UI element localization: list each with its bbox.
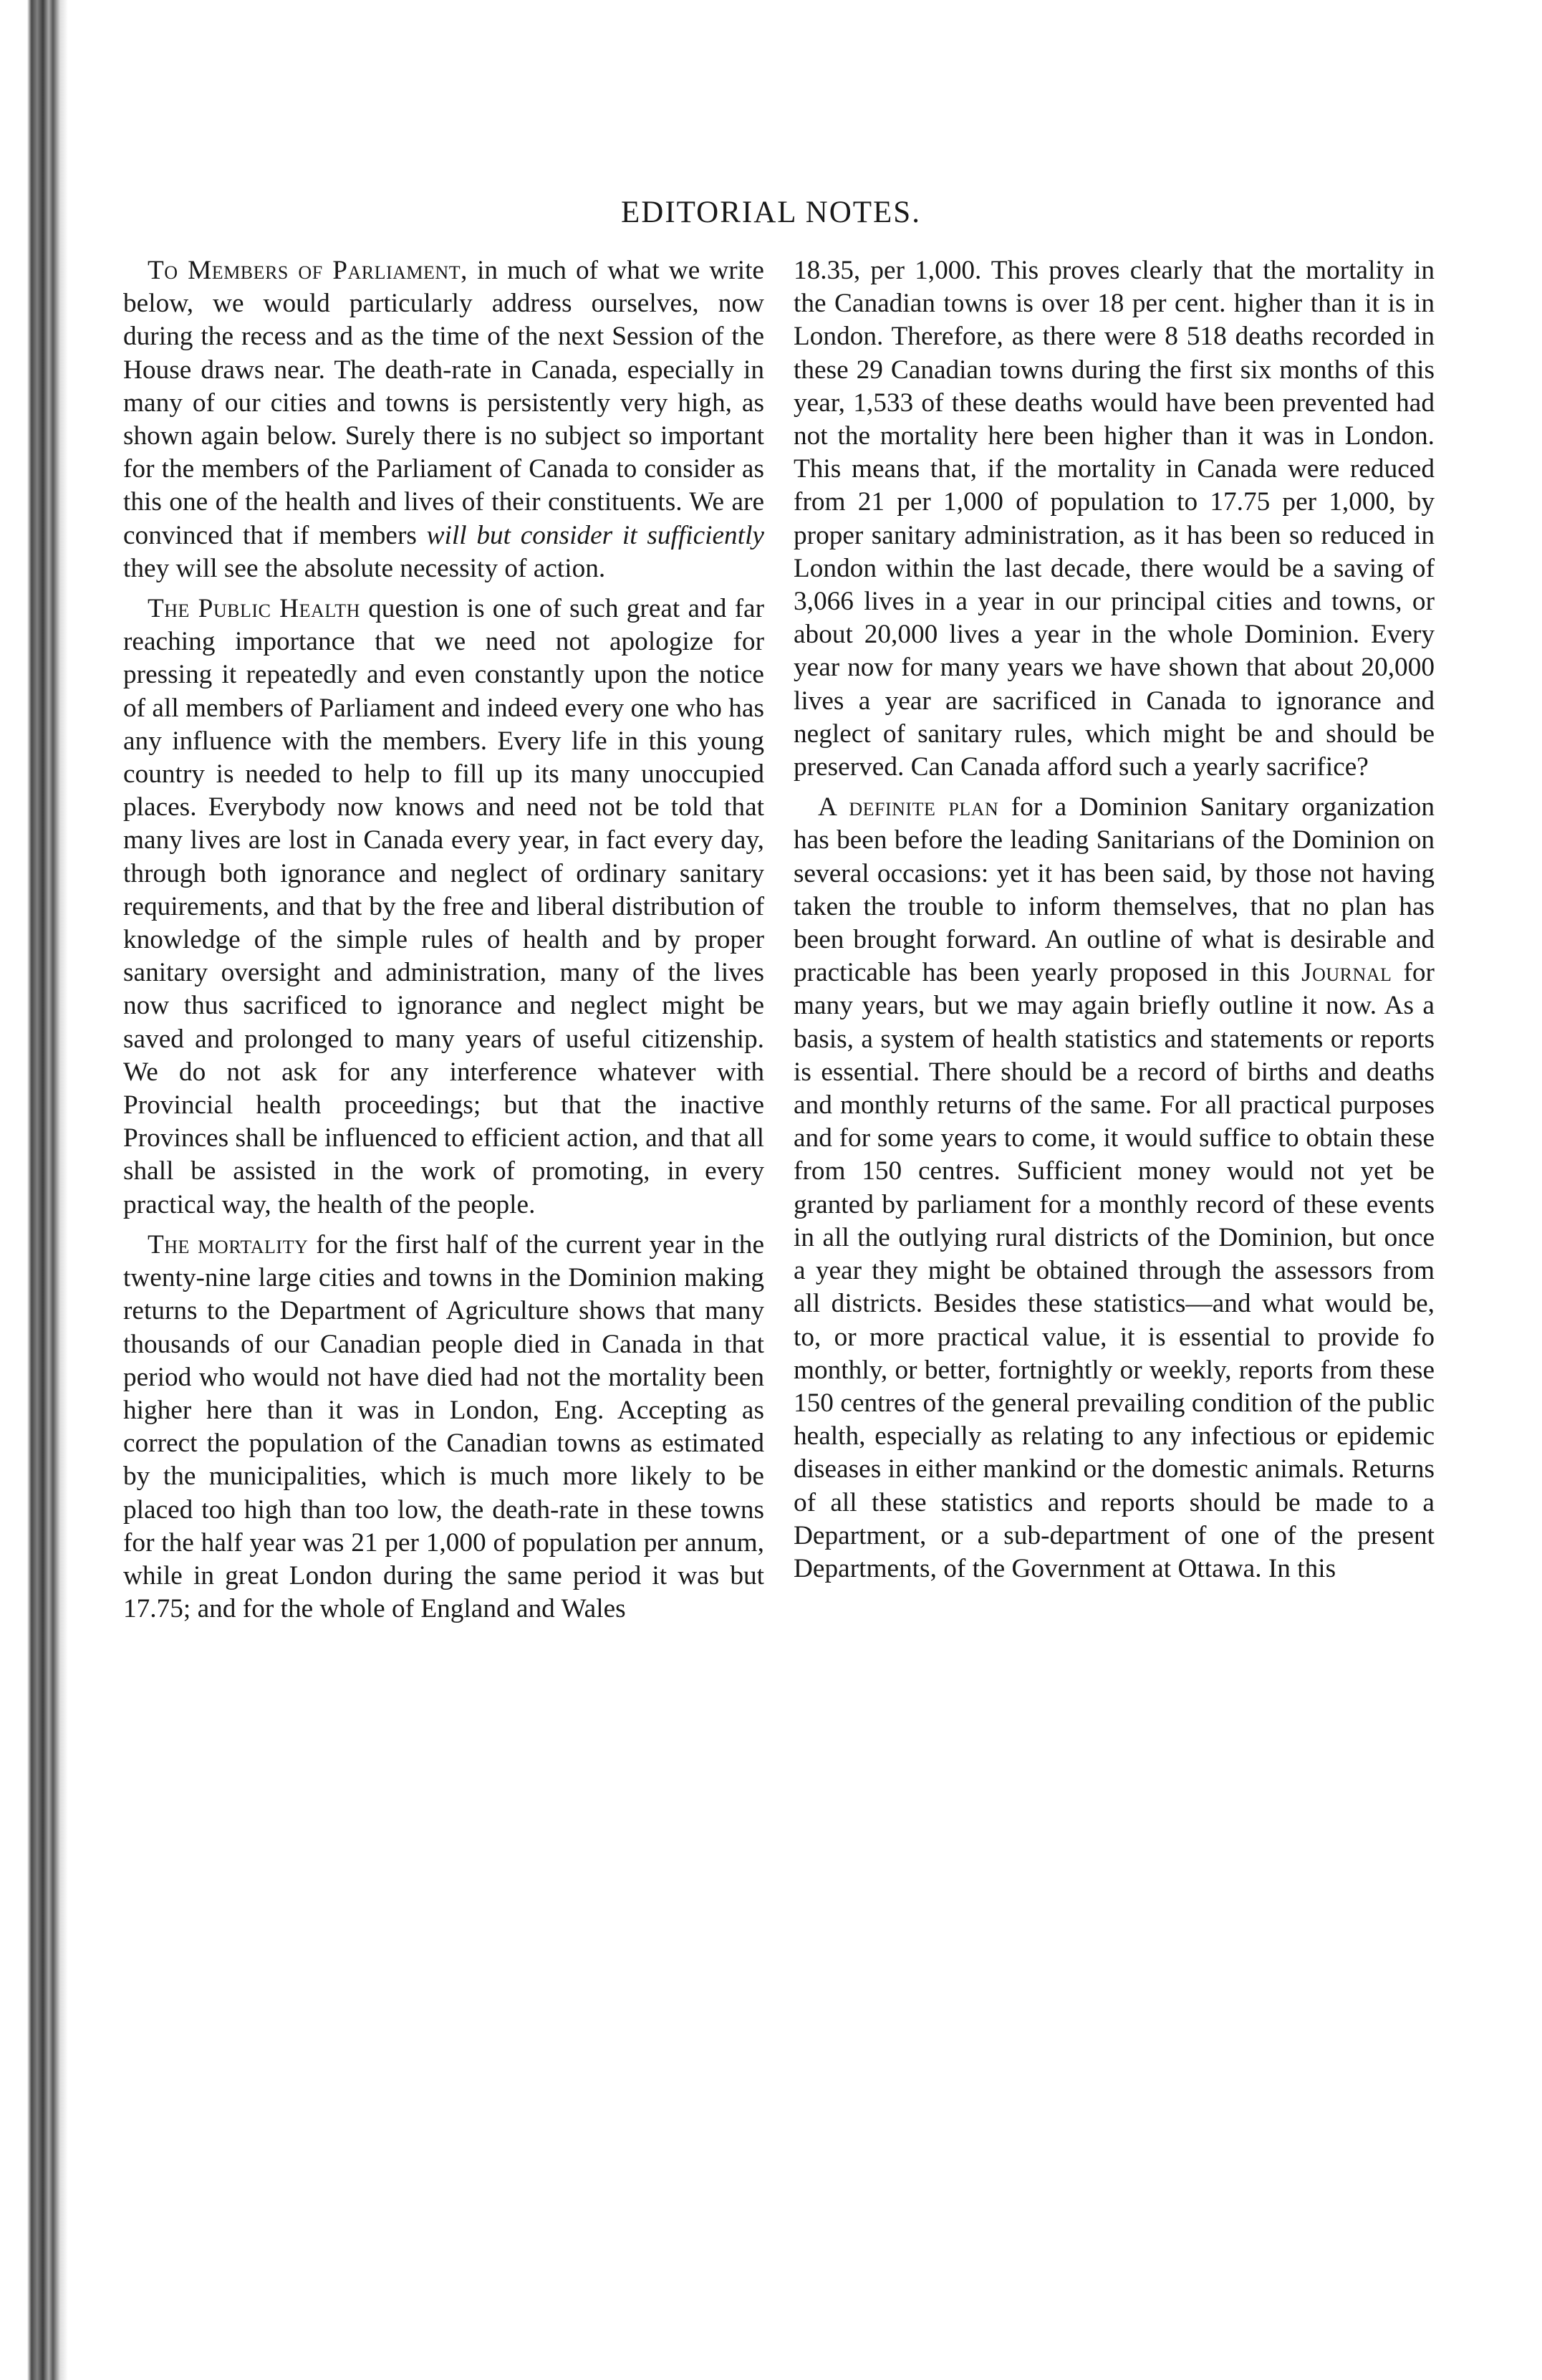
paragraph-members-of-parliament (123, 254, 764, 585)
paragraph-text: in much of what we write below, we would particularly address ourselves, now during the recess and as the time of the next Session of the House draws near. The death-rate in Canada, especially in many of our cities and towns is persistently very high, as shown again below. Surely there is no subject so important for the members of the Parliament of Canada to consider as this one of the health and lives of their constituents. We are convinced that if members (123, 256, 764, 550)
right-column (794, 254, 1435, 1593)
paragraph-mortality (123, 1229, 764, 1626)
journal-name: Journal (1301, 958, 1392, 988)
paragraph-text: for the first half of the current year in the twenty-nine large cities and towns in the Dominion making returns to the Department of Agriculture shows that many thousands of our Canadian people died in Canada in that period who would not have died had not the mortality been higher here than it was in London, Eng. Accepting as correct the population of the Canadian towns as estimated by the municipalities, which is much more likely to be placed too high than too low, the death-rate in these towns for the half year was 21 per 1,000 of population per annum, while in great London during the same period it was but 17.75; and for the whole of England and Wales (123, 1229, 765, 1624)
paragraph-lead: To Members of Parliament, (148, 256, 468, 285)
paragraph-text: for many years, but we may again briefly outline it now. As a basis, a system of health statistics and statements or reports is essential. There should be a record of births and deaths and monthly returns of the same. For all practical purposes and for some years to come, it would suffice to obtain these from 150 centres. Sufficient money would not yet be granted by parliament for a monthly record of these events in all the outlying rural districts of the Dominion, but once a year they might be obtained through the assessors from all districts. Besides these statistics—and what would be, to, or more practical value, it is essential to provide fo monthly, or better, fortnightly or weekly, reports from these 150 centres of the general prevailing condition of the public health, especially as relating to any infectious or epidemic diseases in either mankind or the domestic animals. Returns of all these statistics and reports should be made to a Department, or a sub-department of one of the present Departments, of the Government at Ottawa. In this (794, 958, 1435, 1583)
left-column (123, 254, 764, 1633)
page-binding-edge (0, 0, 68, 2380)
page-header: EDITORIAL NOTES. (621, 196, 921, 229)
paragraph-emphasis: will but consider it sufficiently (426, 520, 764, 550)
paragraph-definite-plan (794, 791, 1435, 1585)
paragraph-lead: The Public Health (148, 594, 360, 624)
paragraph-lead: The mortality (148, 1229, 309, 1259)
paragraph-mortality-continued: 18.35, per 1,000. This proves clearly that the mortality in the Canadian towns is over 18 per cent. higher than it is in London. Therefore, as there were 8 518 deaths recorded in these 29 Canadian towns during the first six months of this year, 1,533 of these deaths would have been prevented had not the mortality here been higher than it was in London. This means that, if the mortality in Canada were reduced from 21 per 1,000 of population to 17.75 per 1,000, by proper sanitary administration, as it has been so reduced in London within the last decade, there would be a saving of 3,066 lives in a year in our principal cities and towns, or about 20,000 lives a year in the whole Dominion. Every year now for many years we have shown that about 20,000 lives a year are sacrificed in Canada to ignorance and neglect of sanitary rules, which might be and should be preserved. Can Canada afford such a yearly sacrifice? (794, 256, 1435, 782)
paragraph-text: for a Dominion Sanitary organization has been before the leading Sanitarians of the Dominion on several occasions: yet it has been said, by those not having taken the trouble to inform themselves, that no plan has been brought forward. An outline of what is desirable and practicable has been yearly proposed in this (794, 792, 1435, 988)
paragraph-text: question is one of such great and far reaching importance that we need not apologize for pressing it repeatedly and even constantly upon the notice of all members of Parliament and indeed every one who has any influence with the members. Every life in this young country is needed to help to fill up its many unoccupied places. Everybody now knows and need not be told that many lives are lost in Canada every year, in fact every day, through both ignorance and neglect of ordinary sanitary requirements, and that by the free and liberal distribution of knowledge of the simple rules of health and by proper sanitary oversight and administration, many of the lives now thus sacrificed to ignorance and neglect might be saved and prolonged to many years of useful citizenship. We do not ask for any interference whatever with Provincial health proceedings; but that the inactive Provinces shall be influenced to efficient action, and that all shall be assisted in the work of promoting, in every practical way, the health of the people. (123, 594, 764, 1219)
paragraph-text: they will see the absolute necessity of action. (123, 553, 606, 583)
paragraph-public-health (123, 592, 764, 1222)
paragraph-lead: A definite plan (818, 792, 999, 822)
